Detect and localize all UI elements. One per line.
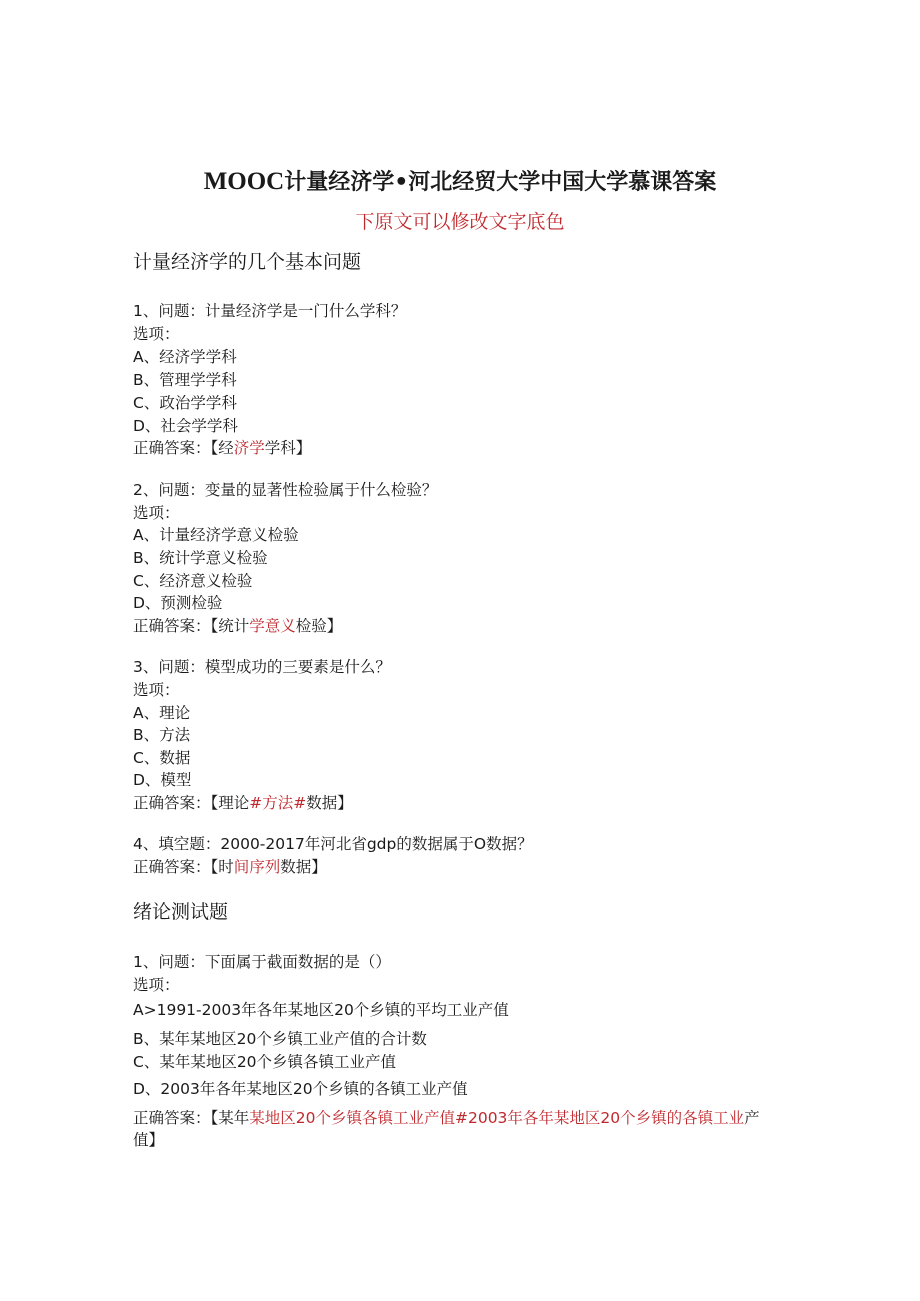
correct-answer: [133, 1107, 778, 1151]
correct-answer: [133, 437, 311, 459]
option-b: B、某年某地区20个乡镇工业产值的合计数: [133, 1030, 427, 1048]
answer-prefix: 正确答案：【统计: [133, 617, 250, 635]
title-latin: MOOC: [203, 168, 285, 195]
options-label: 选项：: [133, 325, 180, 343]
answer-prefix: 正确答案：【经: [133, 439, 234, 457]
answer-highlight: #方法#: [249, 794, 307, 812]
answer-suffix: 学科】: [264, 439, 312, 457]
answer-suffix: 数据】: [306, 794, 353, 812]
option-c: C、数据: [133, 749, 191, 767]
option-b: B、统计学意义检验: [133, 549, 268, 567]
correct-answer: [133, 792, 353, 814]
document-title: [0, 168, 920, 197]
options-label: 选项：: [133, 504, 180, 522]
options-label: 选项：: [133, 681, 180, 699]
option-a: A、理论: [133, 704, 191, 722]
question-text: 1、问题：计量经济学是一门什么学科？: [133, 302, 407, 320]
answer-suffix: 数据】: [280, 858, 327, 876]
answer-highlight: 间序列: [233, 858, 281, 876]
option-c: C、经济意义检验: [133, 572, 253, 590]
option-b: B、方法: [133, 726, 191, 744]
section-title: 计量经济学的几个基本问题: [133, 251, 362, 273]
answer-highlight: 济学: [233, 439, 265, 457]
answer-highlight: 学意义: [249, 617, 296, 635]
option-a: A、计量经济学意义检验: [133, 526, 299, 544]
answer-highlight: 某地区20个乡镇各镇工业产值#2003年各年某地区20个乡镇的各镇工业: [249, 1109, 745, 1127]
question-text: 2、问题：变量的显著性检验属于什么检验？: [133, 481, 438, 499]
option-d: D、社会学学科: [133, 417, 238, 435]
answer-prefix: 正确答案：【时: [133, 858, 234, 876]
correct-answer: [133, 615, 342, 637]
question-text: 4、填空题：2000-2017年河北省gdp的数据属于O数据？: [133, 835, 533, 853]
answer-suffix: 产值】: [133, 1109, 760, 1149]
section-title: 绪论测试题: [133, 901, 229, 923]
question-text: 1、问题：下面属于截面数据的是（）: [133, 953, 391, 971]
options-label: 选项：: [133, 976, 180, 994]
correct-answer: [133, 856, 327, 878]
question-text: 3、问题：模型成功的三要素是什么？: [133, 658, 391, 676]
title-rest: 计量经济学•河北经贸大学中国大学慕课答案: [284, 170, 717, 195]
option-a: A、经济学学科: [133, 348, 237, 366]
answer-prefix: 正确答案：【某年: [133, 1109, 250, 1127]
answer-prefix: 正确答案：【理论: [133, 794, 250, 812]
option-d: D、模型: [133, 771, 192, 789]
option-a: A>1991-2003年各年某地区20个乡镇的平均工业产值: [133, 1001, 509, 1019]
option-d: D、预测检验: [133, 594, 223, 612]
option-d: D、2003年各年某地区20个乡镇的各镇工业产值: [133, 1080, 468, 1098]
option-c: C、政治学学科: [133, 394, 237, 412]
answer-suffix: 检验】: [295, 617, 343, 635]
option-b: B、管理学学科: [133, 371, 237, 389]
document-subtitle: 下原文可以修改文字底色: [355, 211, 565, 233]
option-c: C、某年某地区20个乡镇各镇工业产值: [133, 1053, 397, 1071]
